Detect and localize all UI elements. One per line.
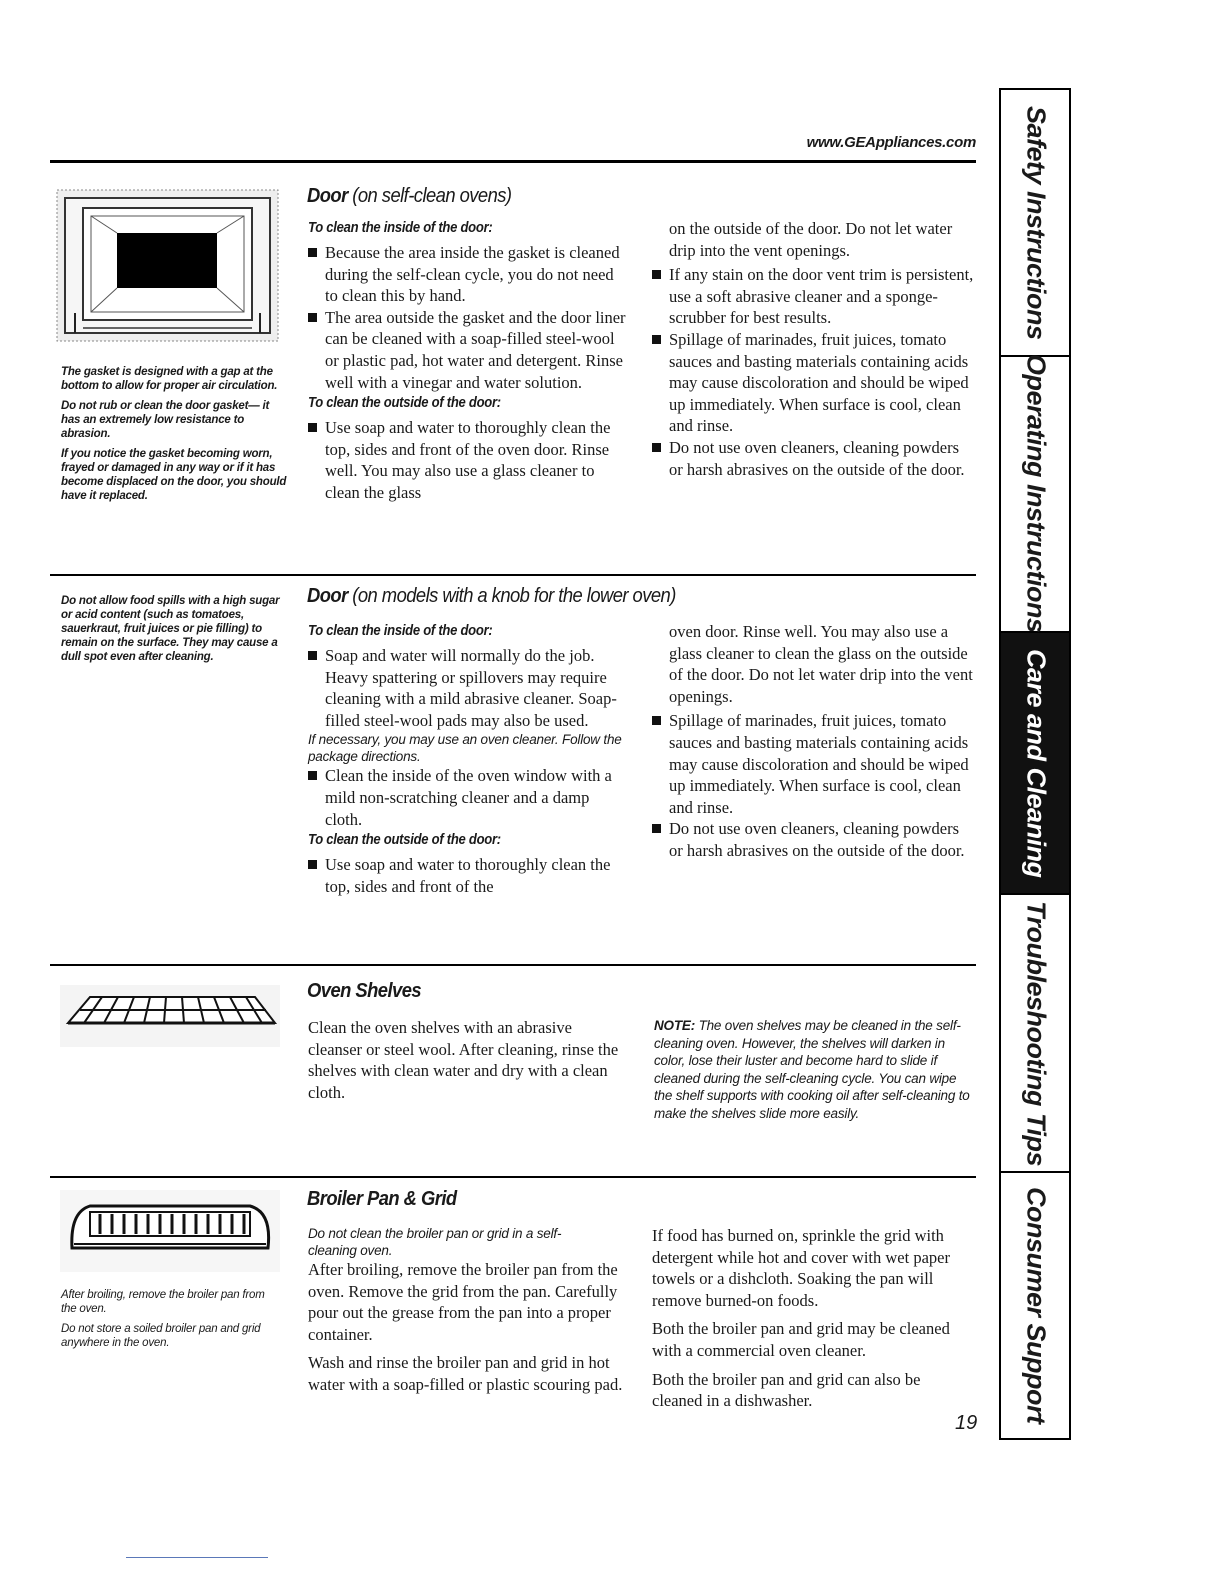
body-text: If food has burned on, sprinkle the grid with detergent while hot and cover with wet paper towels or a dishcloth. Soaking the pan will remove burned-on foods. [652,1226,950,1310]
broiler-right-column [652,1225,967,1419]
caption: Do not rub or clean the door gasket— it has an extremely low resistance to abrasion. [61,400,270,440]
oven-shelves-note [654,1017,974,1122]
bullet: Spillage of marinades, fruit juices, tomato sauces and basting materials containing acids may cause discoloration and should be wiped up immediately. When surface is cool, clean and rinse. [652,329,974,437]
section-divider [50,1176,976,1178]
bullet-continued: oven door. Rinse well. You may also use a glass cleaner to clean the glass on the outside of the door. Do not let water drip into the vent openings. [669,622,973,706]
subheading: To clean the outside of the door: [308,832,501,849]
bullet: Use soap and water to thoroughly clean the top, sides and front of the [308,854,628,897]
section-title-broiler: Broiler Pan & Grid [307,1188,457,1210]
caption: Do not allow food spills with a high sugar or acid content (such as tomatoes, sauerkraut, fruit juices or pie filling) to remain on the surface. They may cause a dull spot even after cleaning. [61,595,280,663]
section-divider [50,574,976,576]
tab-care-and-cleaning[interactable]: Care and Cleaning [1001,633,1069,895]
body-text: After broiling, remove the broiler pan from the oven. Remove the grid from the pan. Carefully pour out the grease from the pan into a proper container. [308,1260,618,1344]
bullet: Spillage of marinades, fruit juices, tomato sauces and basting materials containing acids may cause discoloration and should be wiped up immediately. When surface is cool, clean and rinse. [652,710,976,818]
body-text: Both the broiler pan and grid may be cleaned with a commercial oven cleaner. [652,1319,950,1360]
broiler-pan-illustration [60,1190,280,1272]
broiler-warning: Do not clean the broiler pan or grid in a self-cleaning oven. [308,1226,562,1258]
oven-shelves-body [308,1017,628,1103]
bullet-continued: on the outside of the door. Do not let water drip into the vent openings. [669,219,953,260]
tab-operating-instructions[interactable]: Operating Instructions [1001,355,1069,633]
bullet: Soap and water will normally do the job. Heavy spattering or spillovers may require cleaning with a mild abrasive cleaner. Soap-filled steel-wool pads may also be used. [308,645,628,731]
door-knob-left-column [308,621,628,897]
caption: After broiling, remove the broiler pan from the oven. [61,1289,265,1315]
note-text: The oven shelves may be cleaned in the self-cleaning oven. However, the shelves will darken in color, lose their luster and become hard to slide if cleaned during the self-cleaning cycle. You can wipe the shelf supports with cooking oil after self-cleaning to make the shelves slide more easily. [654,1018,970,1121]
broiler-captions [61,1288,281,1356]
bullet: Do not use oven cleaners, cleaning powders or harsh abrasives on the outside of the door. [652,437,974,480]
footer-line [126,1557,268,1558]
page-number: 19 [955,1412,978,1434]
bullet: If any stain on the door vent trim is persistent, use a soft abrasive cleaner and a sponge-scrubber for best results. [652,264,974,329]
caption: Do not store a soiled broiler pan and grid anywhere in the oven. [61,1323,261,1349]
bullet: Because the area inside the gasket is cleaned during the self-clean cycle, you do not need to clean this by hand. [308,242,628,307]
door-self-clean-right-column [652,218,974,480]
note-label: NOTE: [654,1018,695,1033]
body-text: Clean the oven shelves with an abrasive cleanser or steel wool. After cleaning, rinse the shelves with clean water and dry with a clean cloth. [308,1018,619,1102]
gasket-captions [61,365,289,509]
bullet: Clean the inside of the oven window with a mild non-scratching cleaner and a damp cloth. [308,765,628,830]
oven-door-illustration [55,188,280,343]
subheading: To clean the inside of the door: [308,623,493,639]
website-url: www.GEAppliances.com [806,134,976,151]
body-text: Wash and rinse the broiler pan and grid in hot water with a soap-filled or plastic scouring pad. [308,1353,623,1394]
food-spill-caption [61,594,281,670]
bullet: Use soap and water to thoroughly clean the top, sides and front of the oven door. Rinse well. You may also use a glass cleaner to clean the glass [308,417,628,503]
broiler-left-column [308,1225,628,1403]
tab-safety-instructions[interactable]: Safety Instructions [1001,88,1069,357]
inline-note: If necessary, you may use an oven cleaner. Follow the package directions. [308,732,622,765]
oven-shelf-illustration [60,985,280,1047]
section-title-door-knob: Door (on models with a knob for the lower oven) [307,585,676,607]
section-title-door-self-clean: Door (on self-clean ovens) [307,185,512,207]
header-rule [50,160,976,163]
section-title-oven-shelves: Oven Shelves [307,980,422,1002]
subheading: To clean the inside of the door: [308,220,493,236]
bullet: Do not use oven cleaners, cleaning powders or harsh abrasives on the outside of the door. [652,818,976,861]
bullet: The area outside the gasket and the door liner can be cleaned with a soap-filled steel-wool or plastic pad, hot water and detergent. Rinse well with a vinegar and water solution. [308,307,628,393]
door-knob-right-column [652,621,976,862]
caption: If you notice the gasket becoming worn, frayed or damaged in any way or if it has become displaced on the door, you should have it replaced. [61,448,287,502]
tab-consumer-support[interactable]: Consumer Support [1001,1173,1069,1440]
caption: The gasket is designed with a gap at the bottom to allow for proper air circulation. [61,366,278,392]
tab-troubleshooting-tips[interactable]: Troubleshooting Tips [1001,895,1069,1173]
subheading: To clean the outside of the door: [308,395,501,412]
door-self-clean-left-column [308,218,628,504]
section-tabs [999,88,1071,1440]
body-text: Both the broiler pan and grid can also be cleaned in a dishwasher. [652,1369,921,1411]
section-divider [50,964,976,966]
